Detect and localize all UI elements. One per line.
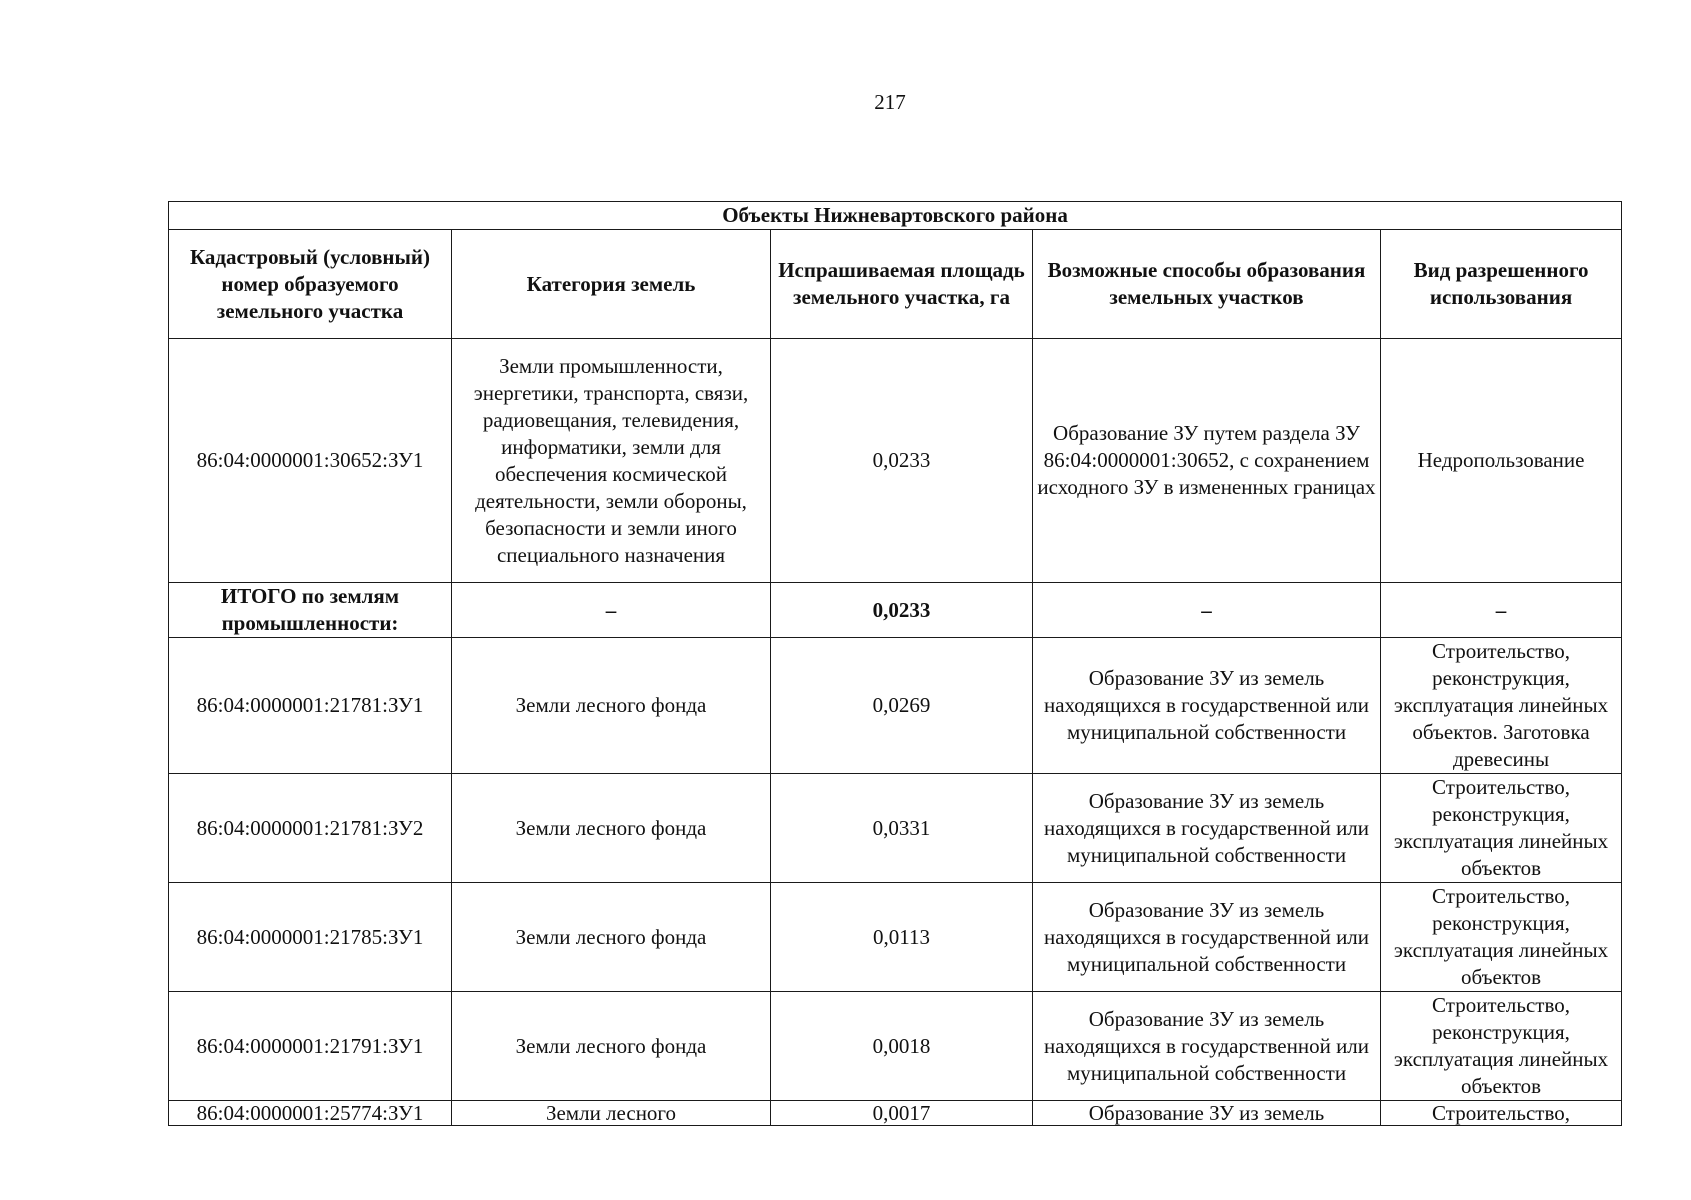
land-plots-table xyxy=(168,201,1622,1126)
formation-method-cell: Образование ЗУ из земель xyxy=(1033,1101,1381,1126)
permitted-use-cell: Строительство, реконструкция, эксплуатация линейных объектов xyxy=(1381,992,1622,1101)
table-row xyxy=(169,1101,1622,1126)
area-cell: 0,0017 xyxy=(771,1101,1033,1126)
land-category-cell: Земли промышленности, энергетики, транспорта, связи, радиовещания, телевидения, информатики, земли для обеспечения космической деятельности, земли обороны, безопасности и земли иного специального назначения xyxy=(452,339,771,583)
land-category-cell: Земли лесного фонда xyxy=(452,992,771,1101)
table-row xyxy=(169,339,1622,583)
permitted-use-cell: Строительство, xyxy=(1381,1101,1622,1126)
table-row xyxy=(169,883,1622,992)
header-permitted-use: Вид разрешенного использования xyxy=(1381,230,1622,339)
permitted-use-cell: Строительство, реконструкция, эксплуатация линейных объектов xyxy=(1381,883,1622,992)
permitted-use-cell: Строительство, реконструкция, эксплуатация линейных объектов. Заготовка древесины xyxy=(1381,638,1622,774)
formation-method-cell: Образование ЗУ путем раздела ЗУ 86:04:0000001:30652, с сохранением исходного ЗУ в измененных границах xyxy=(1033,339,1381,583)
area-cell: 0,0113 xyxy=(771,883,1033,992)
table-header-row xyxy=(169,230,1622,339)
land-category-cell: Земли лесного фонда xyxy=(452,883,771,992)
header-formation-methods: Возможные способы образования земельных участков xyxy=(1033,230,1381,339)
permitted-use-cell: – xyxy=(1381,583,1622,638)
table-row xyxy=(169,992,1622,1101)
header-requested-area: Испрашиваемая площадь земельного участка, га xyxy=(771,230,1033,339)
formation-method-cell: Образование ЗУ из земель находящихся в государственной или муниципальной собственности xyxy=(1033,992,1381,1101)
permitted-use-cell: Строительство, реконструкция, эксплуатация линейных объектов xyxy=(1381,774,1622,883)
table-row xyxy=(169,774,1622,883)
cadastral-number-cell: 86:04:0000001:25774:ЗУ1 xyxy=(169,1101,452,1126)
cadastral-number-cell: 86:04:0000001:21781:ЗУ1 xyxy=(169,638,452,774)
table-title-row xyxy=(169,202,1622,230)
cadastral-number-cell: 86:04:0000001:21781:ЗУ2 xyxy=(169,774,452,883)
cadastral-number-cell: 86:04:0000001:21785:ЗУ1 xyxy=(169,883,452,992)
page-number: 217 xyxy=(874,90,906,114)
area-cell: 0,0269 xyxy=(771,638,1033,774)
land-category-cell: – xyxy=(452,583,771,638)
area-cell: 0,0331 xyxy=(771,774,1033,883)
table-row xyxy=(169,638,1622,774)
formation-method-cell: Образование ЗУ из земель находящихся в государственной или муниципальной собственности xyxy=(1033,638,1381,774)
formation-method-cell: Образование ЗУ из земель находящихся в государственной или муниципальной собственности xyxy=(1033,883,1381,992)
table-title: Объекты Нижневартовского района xyxy=(169,202,1622,230)
land-category-cell: Земли лесного фонда xyxy=(452,638,771,774)
land-category-cell: Земли лесного xyxy=(452,1101,771,1126)
formation-method-cell: Образование ЗУ из земель находящихся в государственной или муниципальной собственности xyxy=(1033,774,1381,883)
permitted-use-cell: Недропользование xyxy=(1381,339,1622,583)
total-row xyxy=(169,583,1622,638)
cadastral-number-cell: 86:04:0000001:21791:ЗУ1 xyxy=(169,992,452,1101)
area-cell: 0,0233 xyxy=(771,339,1033,583)
area-cell: 0,0018 xyxy=(771,992,1033,1101)
header-land-category: Категория земель xyxy=(452,230,771,339)
header-cadastral-number: Кадастровый (условный) номер образуемого земельного участка xyxy=(169,230,452,339)
cadastral-number-cell: 86:04:0000001:30652:ЗУ1 xyxy=(169,339,452,583)
total-area-cell: 0,0233 xyxy=(771,583,1033,638)
total-label-cell: ИТОГО по землям промышленности: xyxy=(169,583,452,638)
land-category-cell: Земли лесного фонда xyxy=(452,774,771,883)
formation-method-cell: – xyxy=(1033,583,1381,638)
